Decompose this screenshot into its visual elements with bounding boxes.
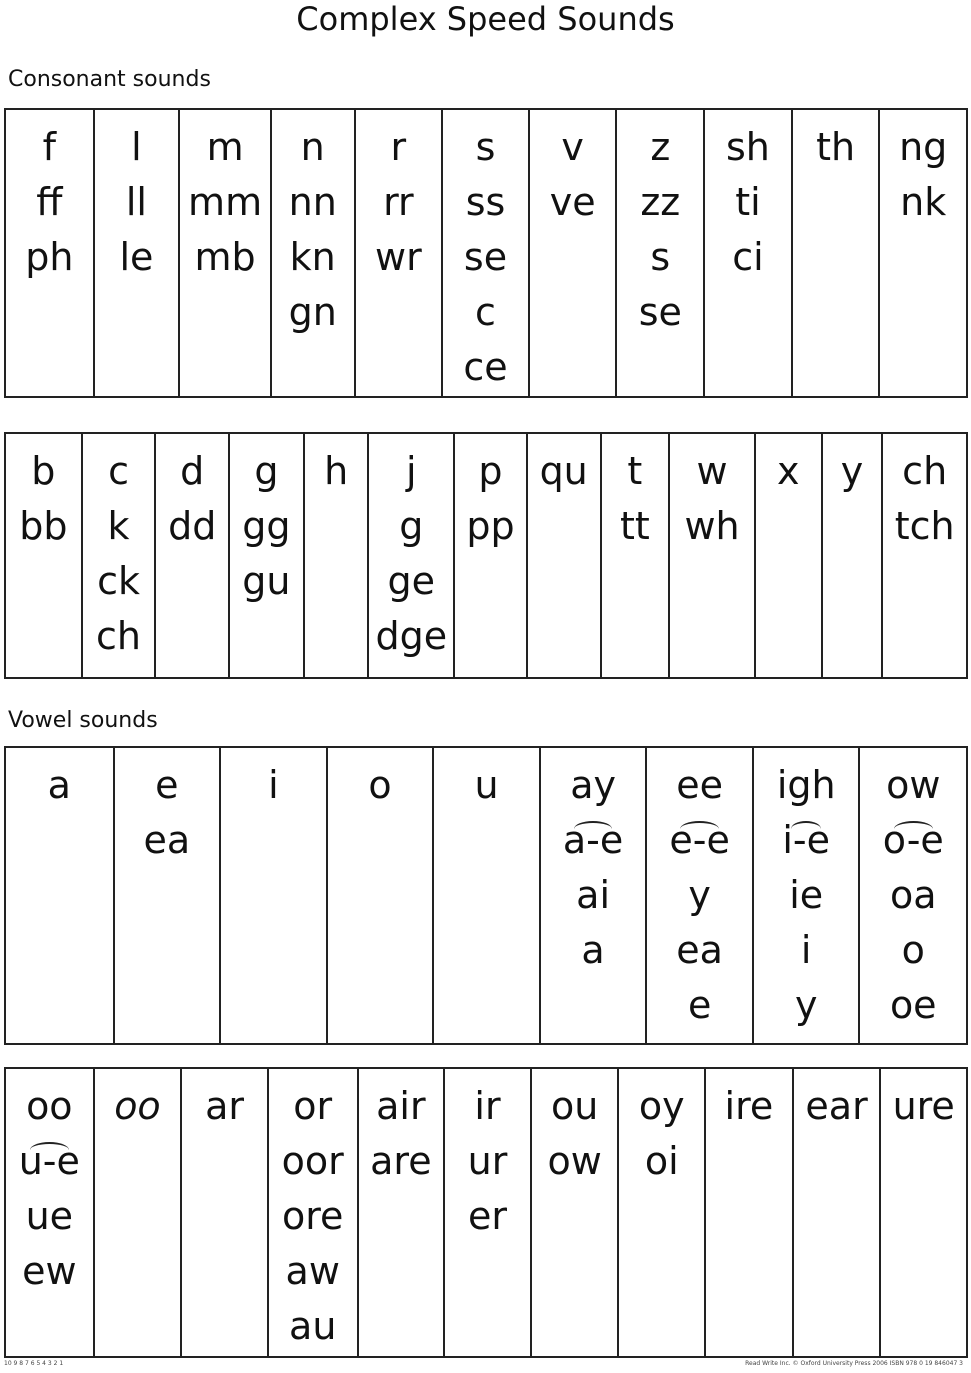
sound-spelling: o (368, 763, 392, 807)
sound-spelling: y (840, 449, 864, 493)
sound-column (645, 748, 752, 1043)
sound-column (219, 748, 326, 1043)
sound-column (93, 1069, 181, 1356)
sound-column (453, 434, 526, 677)
sound-spelling: tt (619, 504, 650, 548)
sound-column (154, 434, 228, 677)
sound-spelling: nn (288, 180, 337, 224)
sound-spelling: ir (474, 1084, 501, 1128)
sound-spelling: bb (19, 504, 68, 548)
sound-column (267, 1069, 357, 1356)
sound-spelling: i-e (782, 813, 830, 868)
sound-spelling: i (800, 928, 812, 972)
sound-column (600, 434, 669, 677)
sound-spelling: ou (550, 1084, 599, 1128)
sound-spelling: m (206, 125, 244, 169)
sound-column (113, 748, 220, 1043)
sound-spelling: tch (894, 504, 955, 548)
sound-spelling: kn (289, 235, 336, 279)
sound-column (6, 110, 93, 396)
sound-spelling: gg (242, 504, 291, 548)
sound-spelling: o (901, 928, 925, 972)
sound-column (617, 1069, 704, 1356)
sound-spelling: dd (168, 504, 217, 548)
consonant-grid-row-2 (4, 432, 968, 679)
sound-spelling: a (581, 928, 605, 972)
sound-spelling: gu (242, 559, 291, 603)
sound-spelling: g (399, 504, 424, 548)
sound-spelling: ll (125, 180, 147, 224)
sound-spelling: ear (805, 1084, 868, 1128)
sound-spelling: ck (97, 559, 140, 603)
sound-spelling: ce (463, 345, 508, 389)
consonant-sounds-label: Consonant sounds (8, 67, 211, 92)
sound-column (703, 110, 791, 396)
sound-spelling: ure (892, 1084, 955, 1128)
sound-spelling: oo (114, 1084, 161, 1128)
sound-column (881, 434, 966, 677)
sound-spelling: au (289, 1304, 337, 1348)
sound-spelling: l (131, 125, 142, 169)
sound-spelling: g (254, 449, 279, 493)
sound-spelling: c (475, 290, 496, 334)
sound-spelling: s (650, 235, 671, 279)
sound-spelling: qu (539, 449, 588, 493)
sound-spelling: oi (644, 1139, 679, 1183)
sound-spelling: x (776, 449, 800, 493)
sound-column (178, 110, 270, 396)
sound-column (326, 748, 433, 1043)
sound-spelling: air (376, 1084, 426, 1128)
sound-spelling: wh (684, 504, 740, 548)
sound-spelling: oy (638, 1084, 685, 1128)
sound-spelling: a-e (563, 813, 623, 868)
sound-spelling: ng (899, 125, 948, 169)
sound-spelling: u (474, 763, 499, 807)
sound-spelling: ss (465, 180, 506, 224)
sound-spelling: er (467, 1194, 507, 1238)
sound-column (443, 1069, 530, 1356)
sound-spelling: gn (288, 290, 337, 334)
sound-spelling: th (816, 125, 856, 169)
sound-spelling: ire (724, 1084, 774, 1128)
sound-column (367, 434, 453, 677)
sound-spelling: wr (375, 235, 422, 279)
sound-spelling: ar (205, 1084, 245, 1128)
sound-spelling: ur (467, 1139, 508, 1183)
sound-spelling: f (42, 125, 56, 169)
sound-spelling: pp (466, 504, 515, 548)
sound-spelling: v (561, 125, 584, 169)
sound-spelling: ge (387, 559, 436, 603)
sound-spelling: se (638, 290, 682, 334)
sound-column (354, 110, 442, 396)
sound-column (615, 110, 703, 396)
sound-column (228, 434, 303, 677)
sound-column (539, 748, 646, 1043)
sound-spelling: le (119, 235, 154, 279)
sound-column (81, 434, 155, 677)
sound-spelling: y (688, 873, 711, 917)
sound-column (357, 1069, 444, 1356)
sound-spelling: se (463, 235, 508, 279)
vowel-sounds-label: Vowel sounds (8, 708, 158, 733)
sound-column (704, 1069, 792, 1356)
sound-spelling: o-e (883, 813, 944, 868)
sound-column (821, 434, 882, 677)
sound-spelling: ue (25, 1194, 74, 1238)
page-title: Complex Speed Sounds (296, 0, 675, 38)
sound-column (668, 434, 754, 677)
sound-column (754, 434, 821, 677)
sound-spelling: igh (776, 763, 836, 807)
sound-spelling: s (475, 125, 496, 169)
sound-spelling: ow (547, 1139, 602, 1183)
sound-spelling: zz (640, 180, 681, 224)
sound-spelling: w (696, 449, 728, 493)
sound-spelling: ore (282, 1194, 344, 1238)
sound-column (526, 434, 600, 677)
sound-spelling: ew (22, 1249, 77, 1293)
sound-spelling: ff (36, 180, 63, 224)
print-run-numbers: 10 9 8 7 6 5 4 3 2 1 (4, 1360, 64, 1367)
sound-column (530, 1069, 618, 1356)
sound-spelling: p (478, 449, 503, 493)
sound-column (528, 110, 616, 396)
sound-spelling: nk (900, 180, 947, 224)
sound-column (791, 110, 879, 396)
sound-spelling: e (155, 763, 179, 807)
sound-spelling: r (390, 125, 407, 169)
sound-spelling: or (293, 1084, 333, 1128)
sound-column (6, 434, 81, 677)
sound-column (432, 748, 539, 1043)
sound-column (6, 1069, 93, 1356)
sound-column (93, 110, 179, 396)
sound-spelling: e (687, 983, 712, 1027)
sound-spelling: ow (886, 763, 941, 807)
sound-spelling: z (650, 125, 671, 169)
sound-column (270, 110, 354, 396)
sound-spelling: u-e (19, 1134, 80, 1189)
sound-spelling: rr (383, 180, 414, 224)
sound-column (180, 1069, 267, 1356)
sound-spelling: c (108, 449, 129, 493)
sound-spelling: oe (889, 983, 937, 1027)
sound-spelling: ea (676, 928, 723, 972)
sound-spelling: d (180, 449, 205, 493)
sound-spelling: t (627, 449, 643, 493)
sound-spelling: ie (789, 873, 824, 917)
sound-column (752, 748, 859, 1043)
sound-spelling: n (300, 125, 325, 169)
sound-spelling: ch (902, 449, 948, 493)
copyright-notice: Read Write Inc. © Oxford University Press 2006 ISBN 978 0 19 846047 3 (745, 1360, 963, 1367)
sound-spelling: a (47, 763, 71, 807)
sound-spelling: dge (375, 614, 448, 658)
sound-column (858, 748, 966, 1043)
sound-spelling: ph (25, 235, 74, 279)
sound-column (792, 1069, 880, 1356)
consonant-grid-row-1 (4, 108, 968, 398)
sound-spelling: ay (570, 763, 616, 807)
sound-spelling: sh (725, 125, 770, 169)
sound-column (303, 434, 368, 677)
sound-spelling: j (406, 449, 417, 493)
vowel-grid-row-1 (4, 746, 968, 1045)
sound-column (441, 110, 528, 396)
sound-spelling: oo (26, 1084, 73, 1128)
sound-spelling: ch (96, 614, 142, 658)
sound-spelling: ti (735, 180, 761, 224)
sound-spelling: ea (143, 818, 191, 862)
sound-spelling: oor (281, 1139, 344, 1183)
sound-column (878, 110, 966, 396)
sound-spelling: aw (285, 1249, 340, 1293)
sound-spelling: ai (576, 873, 610, 917)
sound-spelling: ve (549, 180, 596, 224)
sound-spelling: are (370, 1139, 432, 1183)
sound-spelling: k (107, 504, 130, 548)
vowel-grid-row-2 (4, 1067, 968, 1358)
sound-spelling: i (268, 763, 279, 807)
sound-spelling: oa (889, 873, 937, 917)
sound-column (879, 1069, 966, 1356)
sound-spelling: ci (732, 235, 764, 279)
sound-spelling: h (324, 449, 349, 493)
sound-spelling: e-e (669, 813, 729, 868)
sound-spelling: y (794, 983, 818, 1027)
sound-column (6, 748, 113, 1043)
sound-spelling: mm (188, 180, 263, 224)
sound-spelling: ee (676, 763, 724, 807)
sound-spelling: b (31, 449, 56, 493)
sound-spelling: mb (194, 235, 256, 279)
